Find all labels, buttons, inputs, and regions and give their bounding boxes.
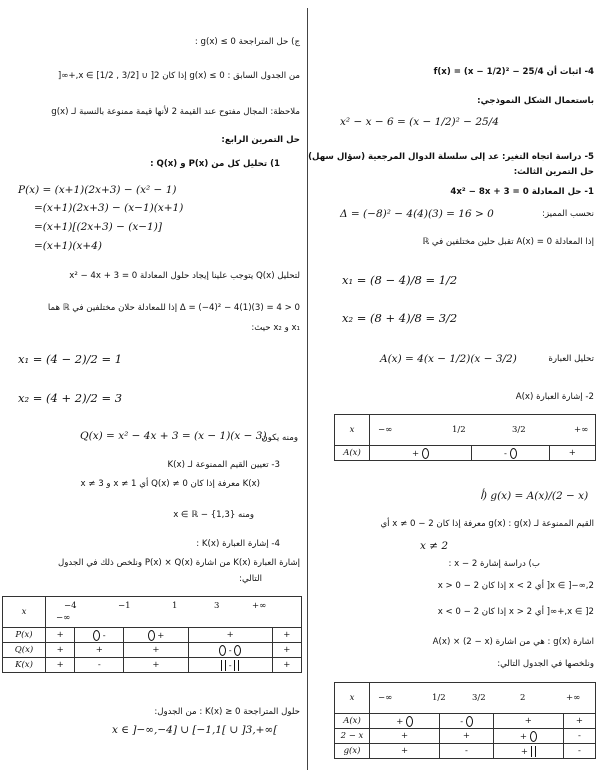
model-eq: x² − x − 6 = (x − 1/2)² − 25/4	[340, 116, 499, 128]
k-sign-cell	[75, 628, 124, 643]
k-sign: +	[272, 643, 301, 658]
a-table-minus-inf: −∞	[378, 425, 393, 435]
k-domain: ومنه x ∈ ℝ − {1,3}	[173, 510, 254, 520]
b-pos: x ∈ ]2,+∞[ أي 2 < x إذا كان 2 − x < 0	[437, 607, 594, 617]
k-sign: -	[102, 630, 106, 641]
g-sign: +	[519, 731, 528, 742]
g-table-half: 1/2	[432, 693, 446, 703]
a-table-half: 1/2	[452, 425, 466, 435]
k-row-label: P(x)	[3, 628, 46, 643]
model-label: باستعمال الشكل النموذجي:	[477, 96, 594, 106]
g-table-minus-inf: −∞	[378, 693, 393, 703]
forbidden-bar	[234, 660, 239, 671]
ex4-q4: 4- إشارة العبارة K(x) :	[196, 539, 280, 549]
g-sign-cell	[493, 729, 563, 744]
g-sign: +	[520, 746, 529, 757]
ex4-q1: 1) تحليل كل من P(x) و Q(x) :	[150, 159, 280, 169]
k-sign: +	[75, 643, 124, 658]
g-table-three-half: 3/2	[472, 693, 486, 703]
right-x1: x₁ = (8 − 4)/8 = 1/2	[342, 273, 458, 287]
k-sign: +	[188, 628, 272, 643]
ex4-q3: 3- تعيين القيم الممنوعة لـ K(x)	[167, 460, 280, 470]
g-sign-table	[334, 682, 596, 759]
g-table-x: x	[335, 683, 370, 714]
k-sign: +	[46, 628, 75, 643]
g-table-two: 2	[520, 693, 526, 703]
g-sign-cell	[370, 714, 440, 729]
g-sign: +	[493, 714, 563, 729]
b-neg: x ∈ ]−∞,2[ أي 2 > x إذا كان 2 − x > 0	[437, 581, 594, 591]
right-q4: 4- اثبات أن f(x) = (x − 1/2)² − 25/4	[433, 67, 594, 77]
b-title: ب) دراسة إشارة 2 − x :	[448, 559, 540, 569]
g-table-axis	[370, 683, 596, 714]
g-row-label: A(x)	[335, 714, 370, 729]
column-divider	[307, 8, 308, 770]
a-table-plus-inf: +∞	[574, 425, 589, 435]
k-sign: +	[157, 630, 165, 641]
left-c-line: من الجدول السابق : g(x) ≤ 0 إذا كان x ∈ [1/2 , 3/2] ∪ ]2,+∞[	[57, 71, 300, 81]
a-table-three-half: 3/2	[512, 425, 526, 435]
p-line-4: =(x+1)(x+4)	[34, 240, 102, 252]
g-sign-cell	[440, 714, 493, 729]
k-sign: +	[46, 643, 75, 658]
g-sign: +	[370, 729, 440, 744]
a-sign: +	[549, 446, 595, 461]
g-def: أ) g(x) = A(x)/(2 − x)	[480, 490, 589, 502]
g-sign: +	[370, 744, 440, 759]
two-roots: إذا المعادلة A(x) = 0 تقبل حلين مختلفين في ℝ	[422, 237, 594, 247]
a-row-label: A(x)	[335, 446, 370, 461]
g-sign: -	[460, 716, 464, 727]
zero-marker	[530, 731, 537, 742]
g-row-label: g(x)	[335, 744, 370, 759]
g-sign-cell	[493, 744, 563, 759]
zero-marker	[234, 645, 241, 656]
q-factor: Q(x) = x² − 4x + 3 = (x − 1)(x − 3)	[80, 430, 267, 442]
roots-intro: x₁ و x₂ حيث:	[251, 323, 300, 333]
zero-marker	[466, 716, 473, 727]
k-sign-cell	[188, 643, 272, 658]
g-row-label: 2 − x	[335, 729, 370, 744]
k-ineq: حلول المتراجحة K(x) ≥ 0 : من الجدول:	[154, 707, 300, 717]
k-sign: +	[46, 658, 75, 673]
k-sign-table	[2, 596, 302, 673]
g-sign: +	[563, 714, 595, 729]
k-sign: -	[75, 658, 124, 673]
k-table-val-2: −1	[118, 601, 131, 611]
k-sign: -	[228, 645, 232, 656]
k-row-label: K(x)	[3, 658, 46, 673]
q4-desc-2: التالي:	[239, 574, 262, 584]
x-ne-2: x ≠ 2	[420, 540, 449, 552]
k-table-x: x	[3, 597, 46, 628]
right-q2: 2- إشارة العبارة A(x)	[515, 392, 594, 402]
ex3-q1: 1- حل المعادلة 4x² − 8x + 3 = 0	[450, 187, 594, 197]
k-sign: +	[124, 658, 188, 673]
a-factor: A(x) = 4(x − 1/2)(x − 3/2)	[380, 353, 517, 365]
a-sign-table	[334, 414, 596, 461]
k-sign: +	[124, 643, 188, 658]
right-x2: x₂ = (8 + 4)/8 = 3/2	[342, 311, 458, 325]
k-table-val-4: 3	[214, 601, 220, 611]
p-line-3: =(x+1)[(2x+3) − (x−1)]	[34, 221, 162, 233]
k-row-label: Q(x)	[3, 643, 46, 658]
k-table-val-3: 1	[172, 601, 178, 611]
ex3-title: حل التمرين الثالث:	[513, 167, 594, 177]
q-factor-label: ومنه يكون	[261, 433, 298, 443]
delta-line: Δ = (−4)² − 4(1)(3) = 4 > 0 إذا للمعادلة حلان مختلفين في ℝ هما	[47, 303, 300, 313]
k-solution: x ∈ ]−∞,−4] ∪ [−1,1[ ∪ ]3,+∞[	[112, 724, 278, 736]
g-sign: -	[440, 744, 493, 759]
k-sign: -	[228, 660, 232, 671]
g-sign: +	[396, 716, 404, 727]
g-sign: -	[563, 729, 595, 744]
a-sign: -	[503, 448, 507, 459]
a-sign-cell	[471, 446, 549, 461]
delta-label: نحسب المميز:	[542, 209, 594, 219]
zero-marker	[219, 645, 226, 656]
left-x2: x₂ = (4 + 2)/2 = 3	[18, 391, 123, 405]
forbidden-bar	[221, 660, 226, 671]
q4-desc-1: إشارة العبارة K(x) من اشارة P(x) × Q(x) ونلخص ذلك في الجدول	[58, 558, 300, 568]
q-analysis: لتحليل Q(x) يتوجب علينا إيجاد حلول المعادلة x² − 4x + 3 = 0	[69, 271, 300, 281]
g-sign: +	[440, 729, 493, 744]
k-sign: +	[272, 658, 301, 673]
p-line-2: =(x+1)(2x+3) − (x−1)(x+1)	[34, 202, 184, 214]
g-summary: ونلخصها في الجدول التالي:	[497, 659, 594, 669]
k-table-val-1: −4	[64, 601, 77, 611]
left-x1: x₁ = (4 − 2)/2 = 1	[18, 352, 123, 366]
g-forbidden: القيم الممنوعة لـ g(x) : g(x) معرفة إذا كان 2 − x ≠ 0 أي	[380, 519, 594, 529]
k-table-plus-inf: +∞	[252, 601, 267, 611]
k-sign: +	[272, 628, 301, 643]
left-c-title: ج) حل المتراجحة g(x) ≤ 0 :	[194, 37, 300, 47]
ex4-title: حل التمرين الرابع:	[221, 135, 300, 145]
k-table-axis	[46, 597, 302, 628]
forbidden-bar	[531, 746, 536, 757]
left-note: ملاحظة: المجال مفتوح عند القيمة 2 لأنها قيمة ممنوعة بالنسبة لـ g(x)	[51, 107, 300, 117]
zero-marker	[422, 448, 429, 459]
a-sign: +	[412, 448, 420, 459]
g-sign: -	[563, 744, 595, 759]
zero-marker	[406, 716, 413, 727]
a-table-axis	[370, 415, 596, 446]
p-line-1: P(x) = (x+1)(2x+3) − (x² − 1)	[18, 184, 177, 196]
right-q5: 5- دراسة اتجاه التغير: عد إلى سلسلة الدوال المرجعية (سؤال سهل)	[308, 152, 594, 162]
zero-marker	[510, 448, 517, 459]
delta-value: Δ = (−8)² − 4(4)(3) = 16 > 0	[340, 208, 494, 220]
a-factor-label: تحليل العبارة	[548, 354, 594, 364]
k-defined: K(x) معرفة إذا كان Q(x) ≠ 0 أي x ≠ 1 و x ≠ 3	[80, 479, 260, 489]
k-table-minus-inf: −∞	[56, 613, 71, 623]
k-sign-cell	[188, 658, 272, 673]
zero-marker	[93, 630, 100, 641]
zero-marker	[148, 630, 155, 641]
a-sign-cell	[370, 446, 472, 461]
g-table-plus-inf: +∞	[566, 693, 581, 703]
k-sign-cell	[124, 628, 188, 643]
g-sign: اشارة g(x) : هي من اشارة A(x) × (2 − x)	[432, 637, 594, 647]
a-table-x: x	[335, 415, 370, 446]
